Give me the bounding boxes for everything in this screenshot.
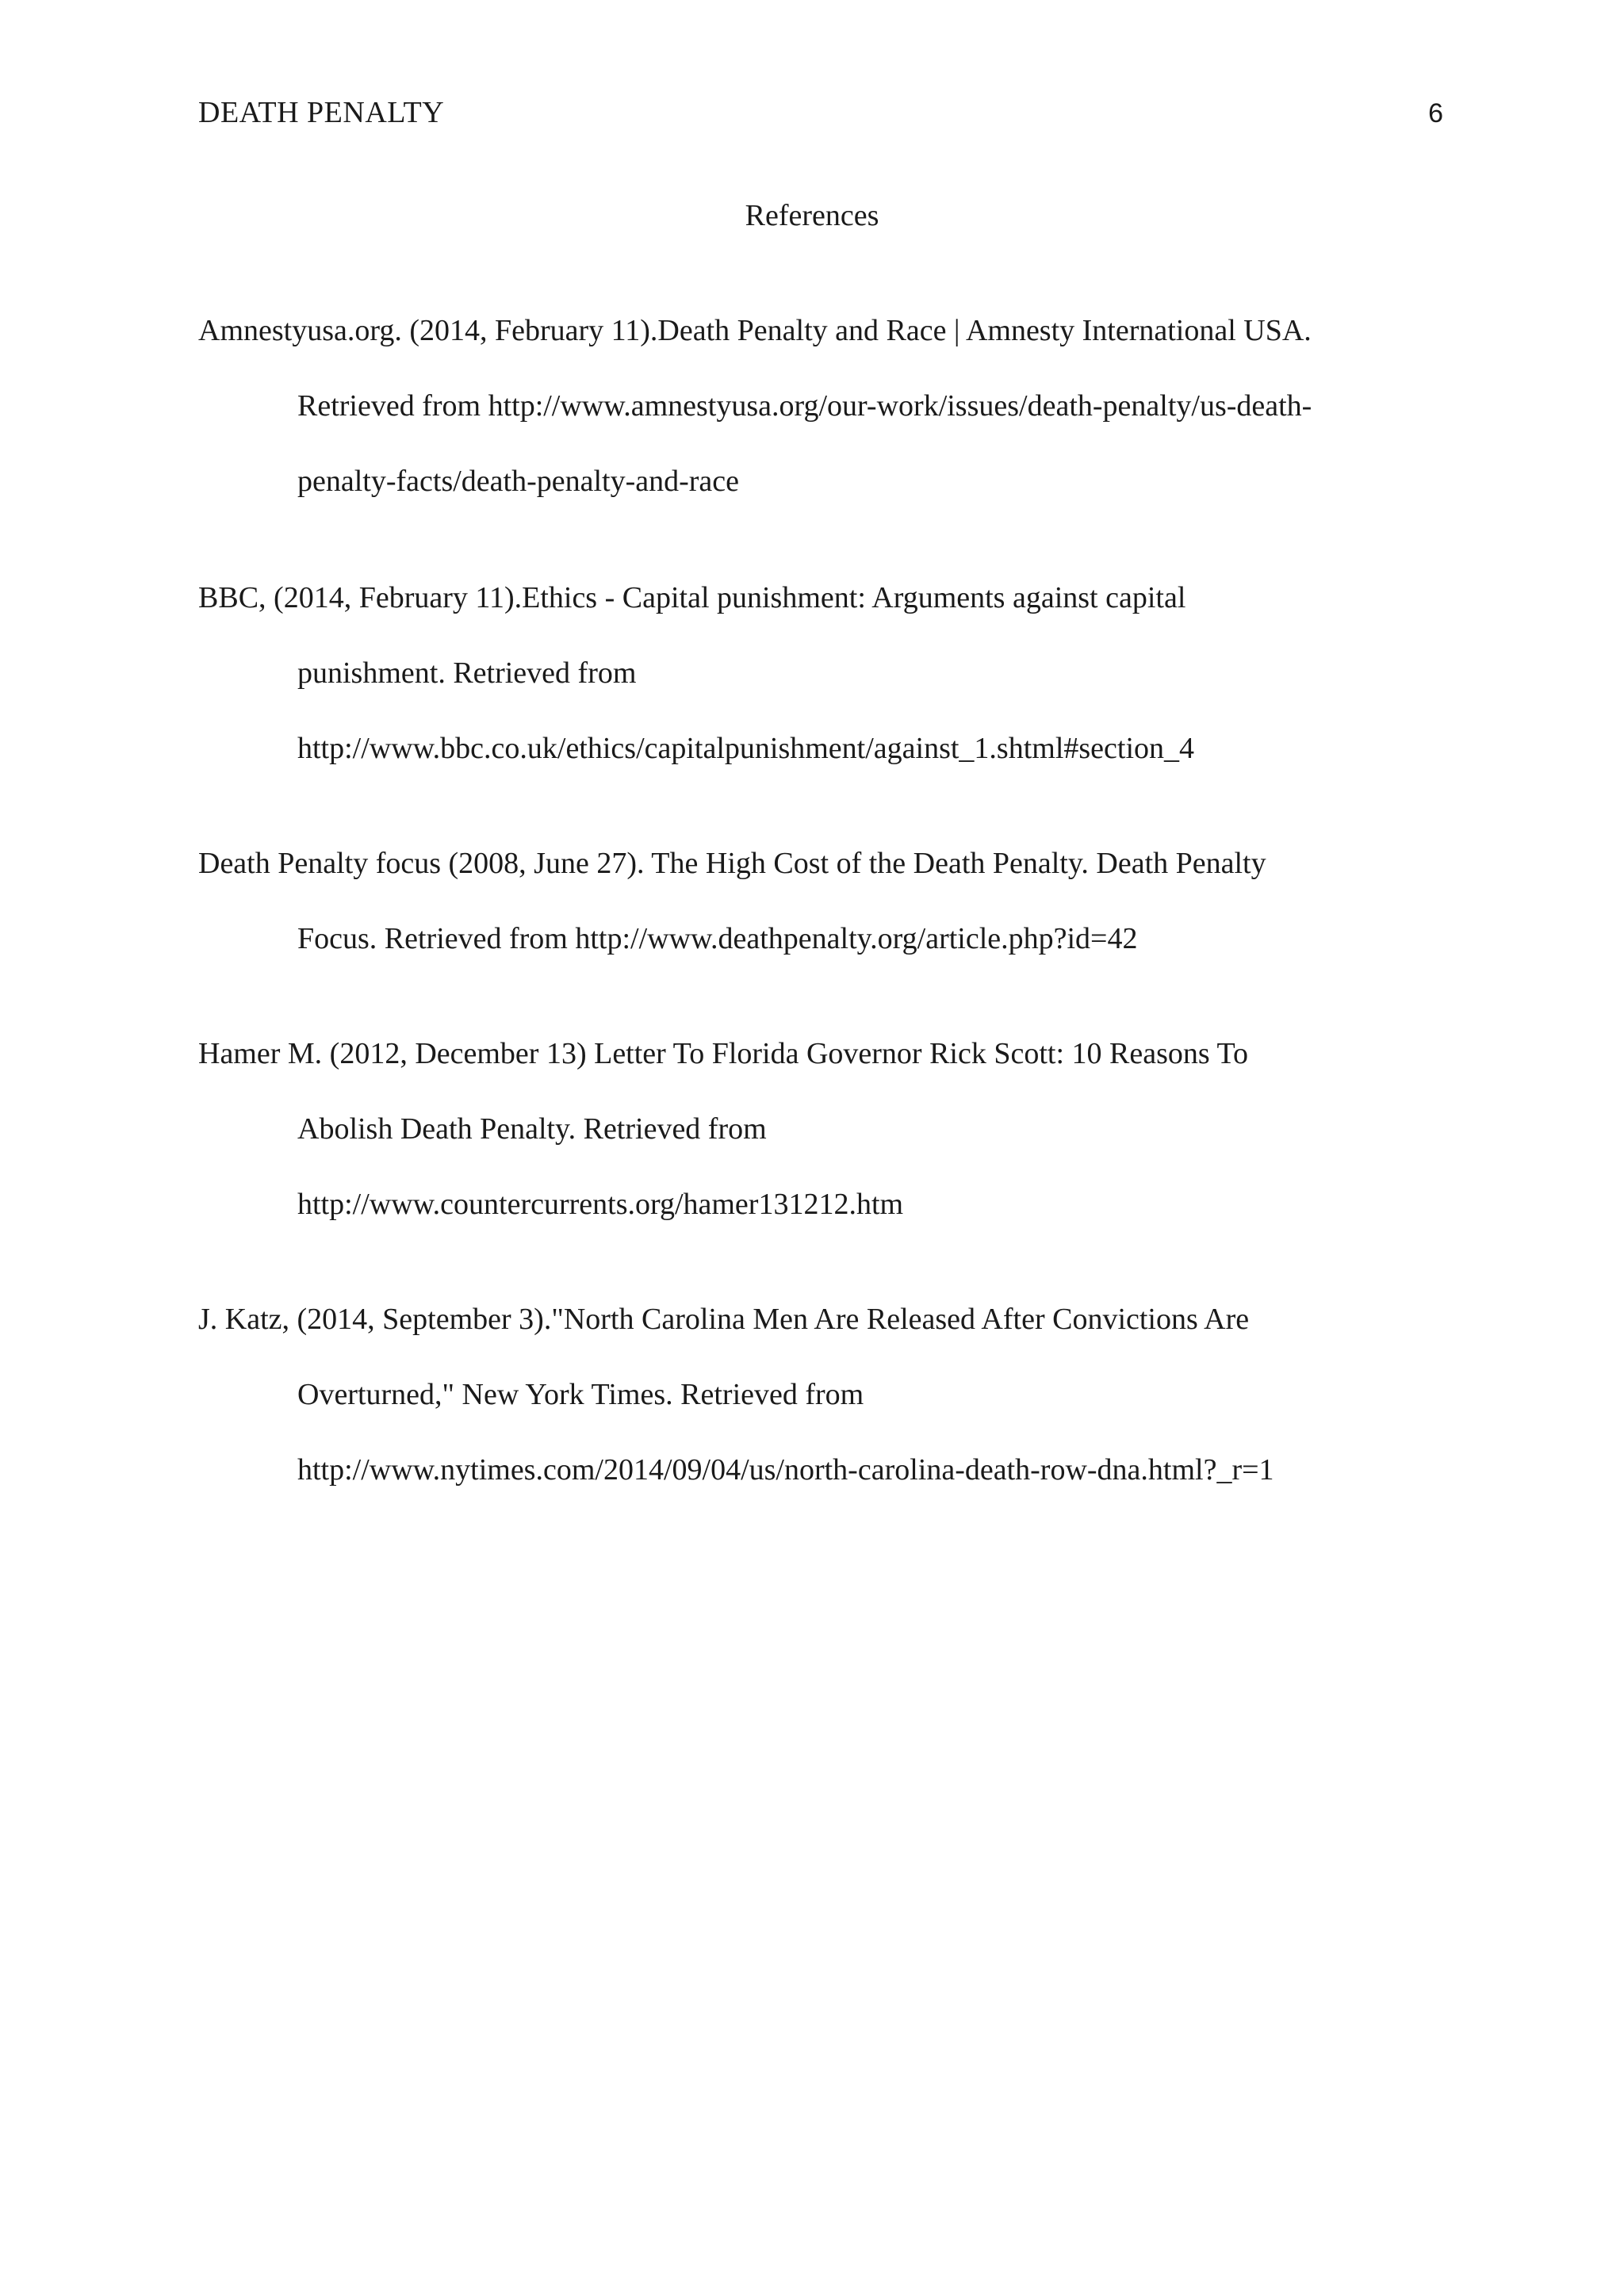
page-number: 6 bbox=[1428, 98, 1443, 128]
references-title: References bbox=[745, 199, 879, 232]
reference-entry: Amnestyusa.org. (2014, February 11).Death Penalty and Race | Amnesty International USA. Retrieved from http://www.amnestyusa.org/our-work/issues/death-penalty/us-death- penalty-facts/death-penalty-and-race bbox=[198, 314, 1312, 498]
reference-entry: J. Katz, (2014, September 3)."North Carolina Men Are Released After Convictions Are Overturned," New York Times. Retrieved from http://www.nytimes.com/2014/09/04/us/north-carolina-death-row-dna.html?_r=1 bbox=[198, 1303, 1274, 1487]
running-head: DEATH PENALTY bbox=[198, 96, 445, 129]
reference-entry: BBC, (2014, February 11).Ethics - Capital punishment: Arguments against capital punishment. Retrieved from http://www.bbc.co.uk/ethics/capitalpunishment/against_1.shtml#section_4 bbox=[198, 581, 1195, 765]
reference-entry: Death Penalty focus (2008, June 27). The High Cost of the Death Penalty. Death Penalty Focus. Retrieved from http://www.deathpenalty.org/article.php?id=42 bbox=[198, 847, 1266, 955]
reference-entry: Hamer M. (2012, December 13) Letter To Florida Governor Rick Scott: 10 Reasons To Abolish Death Penalty. Retrieved from http://www.countercurrents.org/hamer131212.htm bbox=[198, 1037, 1249, 1221]
